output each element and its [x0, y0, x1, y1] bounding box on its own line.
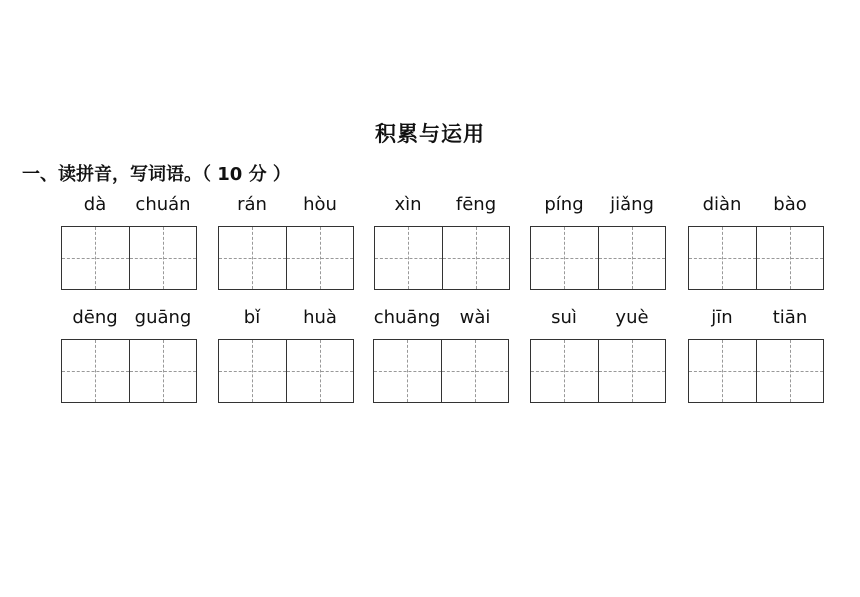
- word-group: [530, 194, 666, 218]
- pinyin-syllable: bǐ: [243, 307, 261, 328]
- pinyin-line: [218, 194, 354, 218]
- pinyin-syllable: dēng: [72, 307, 118, 328]
- pinyin-syllable: yuè: [615, 307, 649, 328]
- pinyin-syllable: suì: [551, 307, 577, 328]
- pinyin-line: [530, 194, 666, 218]
- writing-grid[interactable]: [530, 339, 666, 403]
- pinyin-syllable: huà: [303, 307, 337, 328]
- section-heading: 一、读拼音，写词语。（ 10 分 ）: [22, 164, 291, 185]
- tianzi-cell[interactable]: [286, 227, 354, 289]
- pinyin-line: [218, 307, 354, 331]
- tianzi-cell[interactable]: [62, 227, 129, 289]
- writing-grid[interactable]: [530, 226, 666, 290]
- pinyin-syllable: rán: [237, 194, 267, 215]
- tianzi-cell[interactable]: [531, 227, 598, 289]
- pinyin-syllable: tiān: [772, 307, 808, 328]
- pinyin-syllable: wài: [459, 307, 491, 328]
- tianzi-cell[interactable]: [286, 340, 354, 402]
- writing-grid[interactable]: [373, 339, 509, 403]
- writing-grid[interactable]: [218, 226, 354, 290]
- word-group: [374, 194, 510, 218]
- word-group: [530, 307, 666, 331]
- word-group: [688, 307, 824, 331]
- pinyin-syllable: jiǎng: [610, 194, 654, 215]
- pinyin-syllable: píng: [544, 194, 584, 215]
- tianzi-cell[interactable]: [598, 340, 666, 402]
- tianzi-cell[interactable]: [219, 340, 286, 402]
- pinyin-syllable: bào: [773, 194, 807, 215]
- tianzi-cell[interactable]: [689, 340, 756, 402]
- tianzi-cell[interactable]: [441, 340, 509, 402]
- word-group: [61, 194, 197, 218]
- writing-grid[interactable]: [218, 339, 354, 403]
- tianzi-cell[interactable]: [129, 340, 197, 402]
- tianzi-cell[interactable]: [531, 340, 598, 402]
- pinyin-syllable: dà: [83, 194, 107, 215]
- pinyin-line: [61, 194, 197, 218]
- tianzi-cell[interactable]: [62, 340, 129, 402]
- writing-grid[interactable]: [61, 226, 197, 290]
- pinyin-syllable: hòu: [303, 194, 337, 215]
- tianzi-cell[interactable]: [756, 227, 824, 289]
- writing-grid[interactable]: [374, 226, 510, 290]
- writing-grid[interactable]: [688, 226, 824, 290]
- tianzi-cell[interactable]: [598, 227, 666, 289]
- tianzi-cell[interactable]: [689, 227, 756, 289]
- pinyin-syllable: diàn: [702, 194, 742, 215]
- page-title: 积累与运用: [375, 122, 485, 146]
- word-group: [218, 194, 354, 218]
- tianzi-cell[interactable]: [375, 227, 442, 289]
- pinyin-line: [688, 307, 824, 331]
- tianzi-cell[interactable]: [442, 227, 510, 289]
- word-group: [218, 307, 354, 331]
- word-group: [373, 307, 509, 331]
- writing-grid[interactable]: [688, 339, 824, 403]
- writing-grid[interactable]: [61, 339, 197, 403]
- pinyin-syllable: guāng: [134, 307, 192, 328]
- pinyin-line: [373, 307, 509, 331]
- tianzi-cell[interactable]: [219, 227, 286, 289]
- pinyin-syllable: jīn: [711, 307, 733, 328]
- word-group: [688, 194, 824, 218]
- pinyin-syllable: xìn: [394, 194, 422, 215]
- tianzi-cell[interactable]: [129, 227, 197, 289]
- pinyin-line: [688, 194, 824, 218]
- pinyin-syllable: fēng: [455, 194, 497, 215]
- pinyin-syllable: chuán: [135, 194, 191, 215]
- pinyin-syllable: chuāng: [373, 307, 441, 328]
- pinyin-line: [374, 194, 510, 218]
- tianzi-cell[interactable]: [756, 340, 824, 402]
- tianzi-cell[interactable]: [374, 340, 441, 402]
- word-group: [61, 307, 197, 331]
- pinyin-line: [530, 307, 666, 331]
- pinyin-line: [61, 307, 197, 331]
